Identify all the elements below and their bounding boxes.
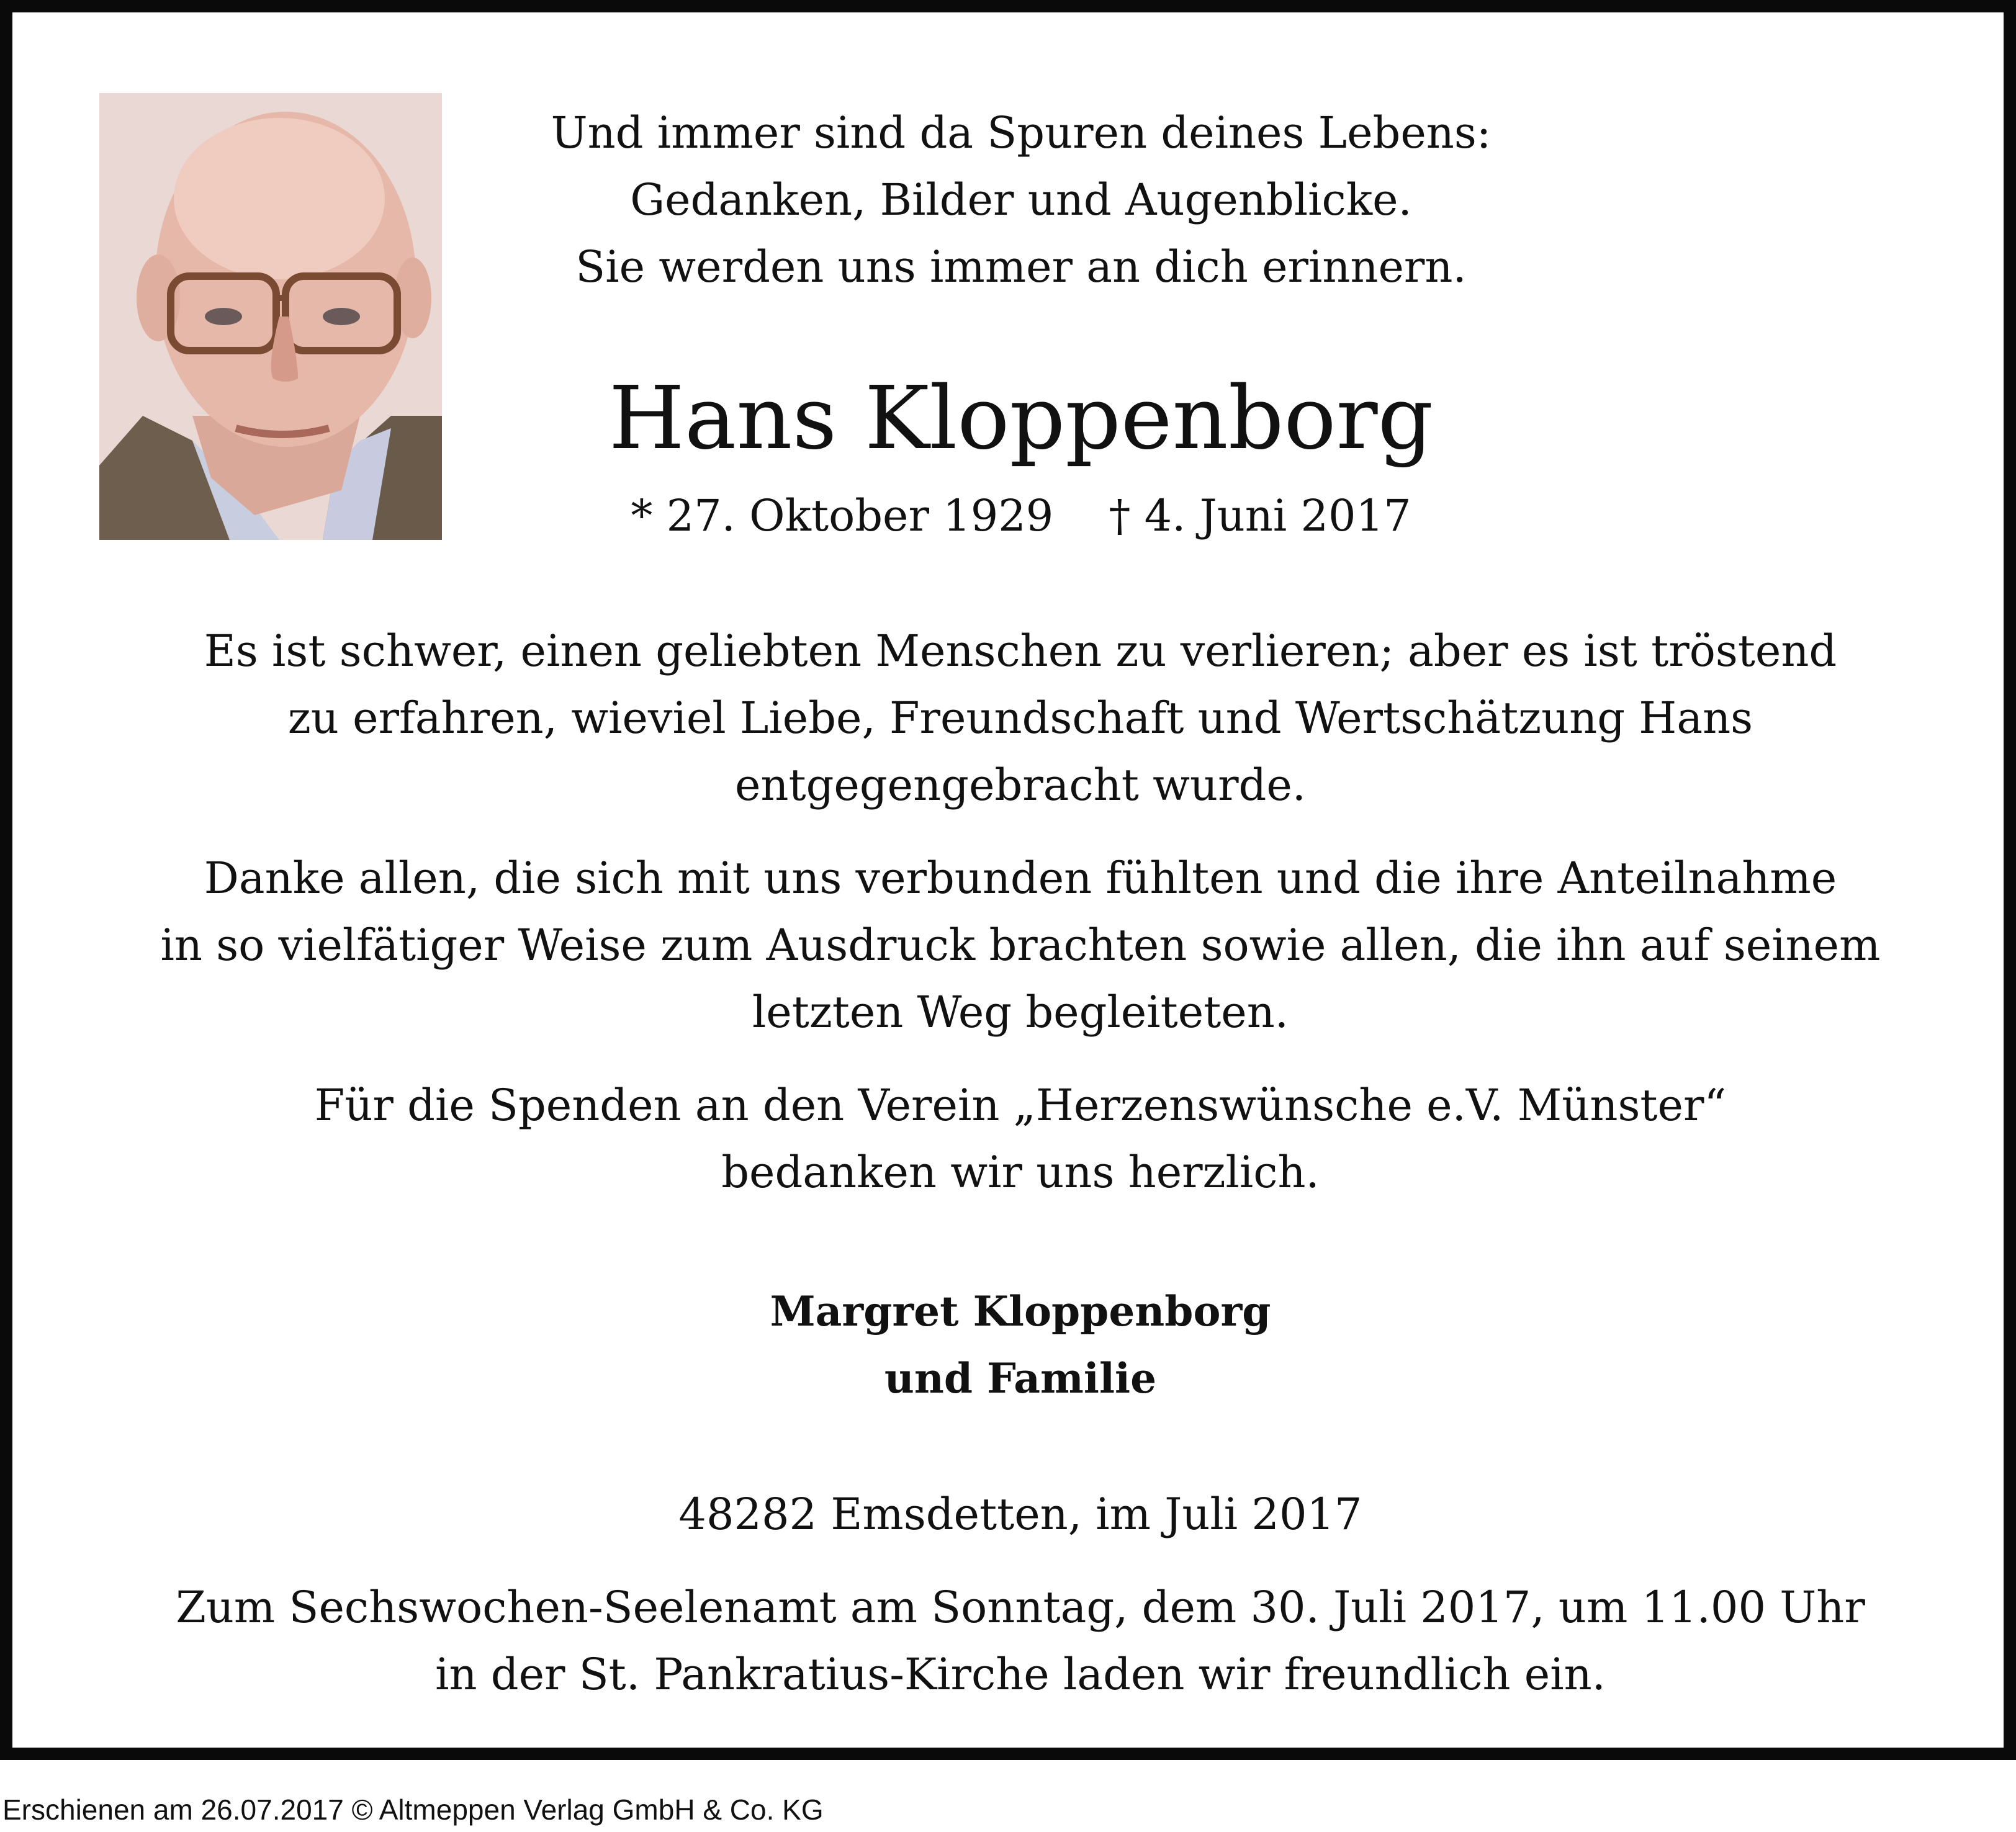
- signature-line-1: Margret Kloppenborg: [770, 1287, 1271, 1336]
- publication-footer: Erschienen am 26.07.2017 © Altmeppen Verlag GmbH & Co. KG: [2, 1794, 824, 1826]
- poem-line-3: Sie werden uns immer an dich erinnern.: [575, 241, 1467, 292]
- life-dates: * 27. Oktober 1929 † 4. Juni 2017: [631, 490, 1411, 541]
- paragraph-2-line-2: in so vielfätiger Weise zum Ausdruck brachten sowie allen, die ihn auf seinem: [160, 920, 1881, 971]
- signature-line-2: und Familie: [884, 1354, 1157, 1403]
- invitation-line-1: Zum Sechswochen-Seelenamt am Sonntag, dem 30. Juli 2017, um 11.00 Uhr: [176, 1582, 1865, 1633]
- paragraph-1-line-3: entgegengebracht wurde.: [734, 760, 1307, 810]
- paragraph-3-line-2: bedanken wir uns herzlich.: [721, 1147, 1320, 1198]
- paragraph-3-line-1: Für die Spenden an den Verein „Herzenswünsche e.V. Münster“: [314, 1080, 1727, 1131]
- paragraph-1-line-2: zu erfahren, wieviel Liebe, Freundschaft und Wertschätzung Hans: [287, 693, 1753, 743]
- deceased-name: Hans Kloppenborg: [608, 368, 1434, 469]
- invitation-line-2: in der St. Pankratius-Kirche laden wir freundlich ein.: [435, 1649, 1606, 1700]
- poem-line-2: Gedanken, Bilder und Augenblicke.: [630, 174, 1412, 225]
- place-date: 48282 Emsdetten, im Juli 2017: [678, 1489, 1362, 1540]
- paragraph-2-line-1: Danke allen, die sich mit uns verbunden fühlten und die ihre Anteilnahme: [204, 853, 1837, 904]
- poem-line-1: Und immer sind da Spuren deines Lebens:: [551, 107, 1492, 158]
- paragraph-1-line-1: Es ist schwer, einen geliebten Menschen zu verlieren; aber es ist tröstend: [204, 626, 1837, 676]
- paragraph-2-line-3: letzten Weg begleiteten.: [752, 987, 1289, 1038]
